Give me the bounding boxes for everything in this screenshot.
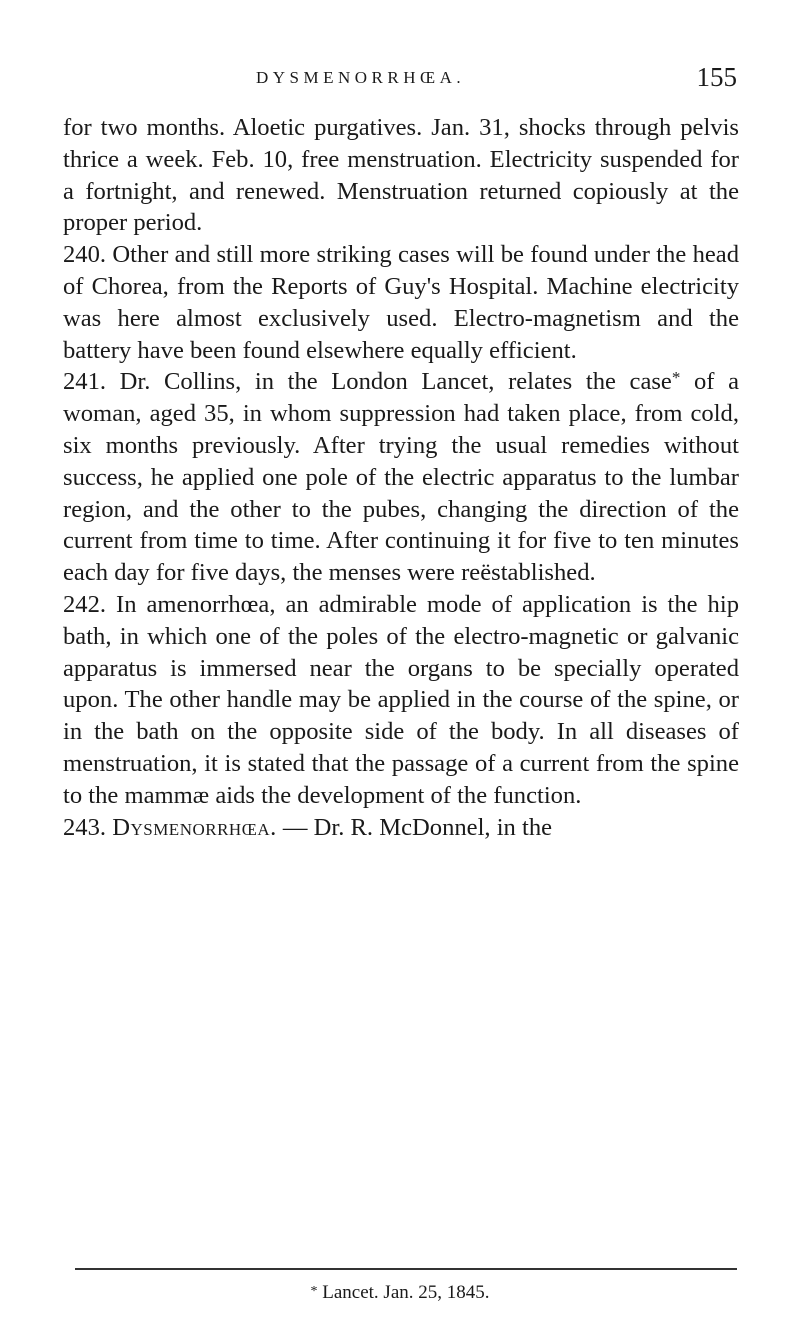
paragraph-243-text: Dr. R. McDonnel, in the (313, 813, 553, 841)
paragraph-241-text-end: of a woman, aged 35, in whom suppression had taken place, from cold, six months previously. After trying the usual remedies without success, he applied one pole of the electric apparatus to the lumbar region, and the other to the pubes, changing the direction of the current from time to time. After continuing it for five to ten minutes each day for five days, the menses were reëstablished. (63, 368, 740, 587)
section-heading-dysmenorrhoea: Dysmenorrhœa. (112, 813, 277, 841)
footnote-text: Lancet. Jan. 25, 1845. (322, 1282, 490, 1303)
paragraph-241 (63, 366, 739, 589)
paragraph-240: 240. Other and still more striking cases will be found under the head of Chorea, from the Reports of Guy's Hospital. Machine electricity was here almost exclusively used. Electro-magnetism and the battery have been found elsewhere equally efficient. (63, 241, 739, 364)
heading-dash: — (276, 813, 314, 841)
running-head (0, 62, 800, 98)
footnote-divider (75, 1268, 737, 1270)
paragraph-242: 242. In amenorrhœa, an admirable mode of application is the hip bath, in which one of the poles of the electro-magnetic or galvanic apparatus is immersed near the organs to be specially operated upon. The other handle may be applied in the course of the spine, or in the bath on the opposite side of the body. In all diseases of menstruation, it is stated that the passage of a current from the spine to the mammæ aids the development of the function. (63, 590, 739, 809)
body-text (63, 112, 739, 843)
paragraph-243 (63, 812, 739, 844)
footnote-mark: * (310, 1284, 318, 1299)
footnote-reference: * (671, 368, 681, 388)
paragraph-243-number: 243. (63, 813, 107, 841)
page-number: 155 (696, 62, 737, 92)
running-title: DYSMENORRHŒA. (256, 68, 466, 87)
paragraph-241-text-start: 241. Dr. Collins, in the London Lancet, relates the case (63, 368, 672, 396)
footnote (0, 1282, 800, 1304)
paragraph-continuation: for two months. Aloetic purgatives. Jan. 31, shocks through pelvis thrice a week. Feb. 10, free menstruation. Electricity suspended for a fortnight, and renewed. Menstruation returned copiously at the proper period. (63, 114, 739, 237)
